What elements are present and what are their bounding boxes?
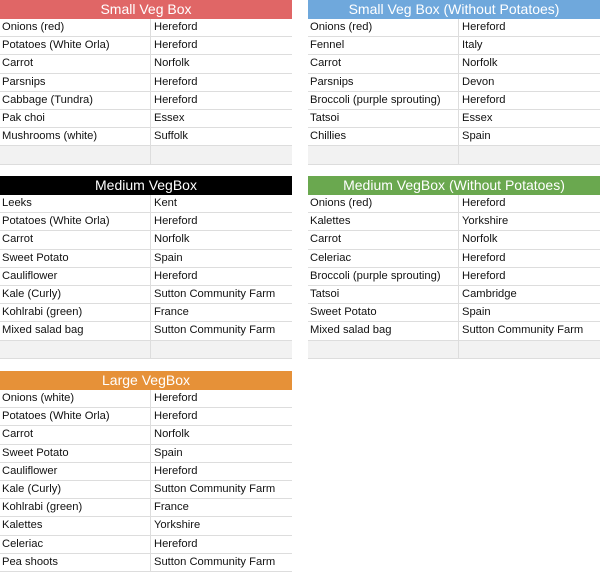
table-row: [0, 341, 292, 359]
origin-cell: [459, 341, 600, 358]
vegetable-cell: Kale (Curly): [0, 481, 151, 498]
origin-cell: Spain: [462, 130, 491, 143]
vegetable-cell: Parsnips: [0, 74, 151, 91]
table-row: [0, 110, 292, 128]
table-row: [308, 74, 600, 92]
origin-cell: [459, 146, 600, 163]
table-row: [308, 213, 600, 231]
vegetable-cell: Cauliflower: [0, 463, 151, 480]
vegetable-cell: Cauliflower: [0, 268, 151, 285]
origin-cell: Hereford: [462, 269, 506, 282]
table-row: [308, 19, 600, 37]
origin-cell: Hereford: [462, 197, 506, 209]
origin-cell: France: [154, 306, 189, 319]
small-veg-box-table: [0, 0, 292, 165]
origin-cell: Norfolk: [462, 57, 498, 70]
vegetable-cell: Kohlrabi (green): [0, 499, 151, 516]
table-row: [0, 445, 292, 463]
origin-cell: Spain: [154, 446, 183, 459]
medium-vegbox-without-potatoes-title: Medium VegBox (Without Potatoes): [308, 176, 600, 195]
vegetable-cell: Onions (red): [308, 195, 459, 212]
origin-cell: Hereford: [154, 537, 198, 550]
origin-cell: Hereford: [154, 215, 198, 228]
vegetable-cell: Cabbage (Tundra): [0, 92, 151, 109]
vegetable-cell: Sweet Potato: [0, 445, 151, 462]
vegetable-cell: [308, 146, 459, 163]
origin-cell: Sutton Community Farm: [462, 324, 584, 337]
vegetable-cell: Leeks: [0, 195, 151, 212]
table-row: [0, 195, 292, 213]
origin-cell: Hereford: [462, 251, 506, 264]
vegetable-cell: Pea shoots: [0, 554, 151, 571]
origin-cell: Spain: [462, 306, 491, 319]
table-row: [308, 268, 600, 286]
table-row: [0, 268, 292, 286]
table-row: [0, 128, 292, 146]
medium-vegbox-without-potatoes-table: [308, 176, 600, 359]
vegetable-cell: Mixed salad bag: [308, 322, 459, 339]
table-row: [308, 250, 600, 268]
table-row: [308, 304, 600, 322]
small-veg-box-without-potatoes-title: Small Veg Box (Without Potatoes): [308, 0, 600, 19]
table-row: [308, 128, 600, 146]
origin-cell: Norfolk: [462, 233, 498, 246]
table-row: [0, 286, 292, 304]
origin-cell: Hereford: [154, 269, 198, 282]
large-vegbox-title: Large VegBox: [0, 371, 292, 390]
table-row: [0, 250, 292, 268]
vegetable-cell: Kohlrabi (green): [0, 304, 151, 321]
vegetable-cell: Kalettes: [0, 517, 151, 534]
table-row: [308, 146, 600, 164]
table-row: [308, 37, 600, 55]
table-row: [0, 213, 292, 231]
small-veg-box-without-potatoes-table: [308, 0, 600, 165]
vegetable-cell: Tatsoi: [308, 110, 459, 127]
table-row: [0, 517, 292, 535]
vegetable-cell: Sweet Potato: [0, 250, 151, 267]
vegetable-cell: Carrot: [0, 231, 151, 248]
origin-cell: Hereford: [154, 93, 198, 106]
table-row: [308, 231, 600, 249]
origin-cell: Italy: [462, 39, 483, 52]
origin-cell: Hereford: [154, 21, 198, 33]
table-row: [0, 231, 292, 249]
medium-vegbox-title: Medium VegBox: [0, 176, 292, 195]
origin-cell: Sutton Community Farm: [154, 324, 276, 337]
vegetable-cell: Carrot: [308, 55, 459, 72]
table-row: [308, 92, 600, 110]
table-row: [0, 37, 292, 55]
origin-cell: Hereford: [154, 464, 198, 477]
table-row: [0, 92, 292, 110]
vegetable-cell: Onions (red): [308, 19, 459, 36]
vegetable-cell: Potatoes (White Orla): [0, 408, 151, 425]
small-veg-box-title: Small Veg Box: [0, 0, 292, 19]
vegetable-cell: [0, 146, 151, 163]
vegetable-cell: Kale (Curly): [0, 286, 151, 303]
vegetable-cell: Carrot: [308, 231, 459, 248]
vegetable-cell: Celeriac: [0, 536, 151, 553]
origin-cell: Hereford: [462, 21, 506, 33]
table-row: [308, 322, 600, 340]
origin-cell: Essex: [462, 111, 493, 124]
vegetable-cell: Kalettes: [308, 213, 459, 230]
table-row: [0, 426, 292, 444]
origin-cell: Norfolk: [154, 428, 190, 441]
table-row: [0, 536, 292, 554]
vegetable-cell: Chillies: [308, 128, 459, 145]
medium-vegbox-table: [0, 176, 292, 359]
origin-cell: [151, 146, 292, 163]
table-row: [0, 463, 292, 481]
vegetable-cell: Carrot: [0, 55, 151, 72]
table-row: [0, 408, 292, 426]
large-vegbox-table: [0, 371, 292, 572]
vegetable-cell: Sweet Potato: [308, 304, 459, 321]
origin-cell: Sutton Community Farm: [154, 555, 276, 568]
table-row: [308, 341, 600, 359]
origin-cell: Yorkshire: [462, 215, 509, 228]
table-row: [308, 286, 600, 304]
table-row: [308, 110, 600, 128]
vegetable-cell: Broccoli (purple sprouting): [308, 92, 459, 109]
table-row: [0, 74, 292, 92]
origin-cell: Norfolk: [154, 57, 190, 70]
vegetable-cell: Potatoes (White Orla): [0, 37, 151, 54]
origin-cell: Spain: [154, 251, 183, 264]
table-row: [0, 554, 292, 572]
table-row: [0, 146, 292, 164]
origin-cell: Hereford: [154, 39, 198, 52]
origin-cell: Norfolk: [154, 233, 190, 246]
origin-cell: Sutton Community Farm: [154, 482, 276, 495]
origin-cell: Essex: [154, 111, 185, 124]
vegetable-cell: [0, 341, 151, 358]
table-row: [0, 304, 292, 322]
table-row: [0, 19, 292, 37]
origin-cell: Devon: [462, 75, 495, 88]
vegetable-cell: Onions (white): [0, 390, 151, 407]
origin-cell: [151, 341, 292, 358]
vegetable-cell: Fennel: [308, 37, 459, 54]
origin-cell: Suffolk: [154, 130, 188, 143]
table-row: [308, 195, 600, 213]
table-row: [0, 499, 292, 517]
origin-cell: Hereford: [154, 75, 198, 88]
vegetable-cell: Carrot: [0, 426, 151, 443]
vegetable-cell: [308, 341, 459, 358]
origin-cell: Hereford: [462, 93, 506, 106]
vegetable-cell: Celeriac: [308, 250, 459, 267]
vegetable-cell: Potatoes (White Orla): [0, 213, 151, 230]
table-row: [0, 55, 292, 73]
vegetable-cell: Broccoli (purple sprouting): [308, 268, 459, 285]
origin-cell: Yorkshire: [154, 519, 201, 532]
vegetable-cell: Parsnips: [308, 74, 459, 91]
table-row: [0, 390, 292, 408]
vegetable-cell: Onions (red): [0, 19, 151, 36]
table-row: [0, 322, 292, 340]
origin-cell: Sutton Community Farm: [154, 287, 276, 300]
table-row: [0, 481, 292, 499]
vegetable-cell: Pak choi: [0, 110, 151, 127]
origin-cell: Hereford: [154, 410, 198, 423]
origin-cell: Hereford: [154, 392, 198, 404]
origin-cell: Kent: [154, 197, 178, 209]
table-row: [308, 55, 600, 73]
origin-cell: Cambridge: [462, 287, 517, 300]
vegetable-cell: Mixed salad bag: [0, 322, 151, 339]
origin-cell: France: [154, 501, 189, 514]
vegetable-cell: Tatsoi: [308, 286, 459, 303]
vegetable-cell: Mushrooms (white): [0, 128, 151, 145]
